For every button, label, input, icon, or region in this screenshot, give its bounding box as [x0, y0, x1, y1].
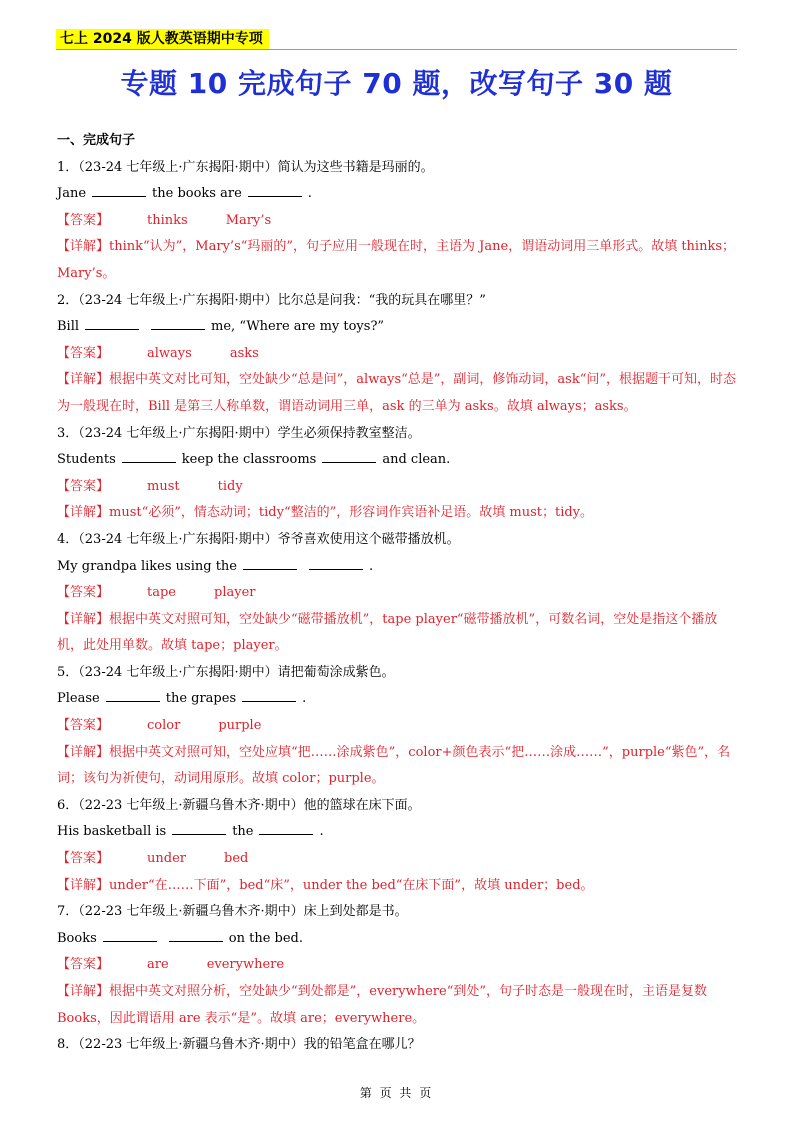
- explanation-text: 根据中英文对照分析，空处缺少“到处都是”，everywhere“到处”，句子时态是一般现在时，主语是复数 Books，因此谓语用 are 表示“是”。故填 are；everywhere。: [57, 984, 707, 1026]
- answer-word: everywhere: [206, 957, 285, 973]
- explanation-text: under“在……下面”，bed“床”，under the bed“在床下面”，故填 under；bed。: [109, 877, 594, 893]
- answer-blank: [85, 315, 139, 330]
- sentence-text: and clean.: [382, 452, 451, 468]
- explanation: [57, 500, 737, 527]
- answer-word: thinks: [147, 212, 188, 228]
- question-prompt: 5．（23-24 七年级上·广东揭阳·期中）请把葡萄涂成紫色。: [57, 664, 395, 680]
- answer-line: [57, 208, 737, 235]
- explanation-text: must“必须”，情态动词；tidy“整洁的”，形容词作宾语补足语。故填 must；tidy。: [109, 505, 594, 521]
- answer-word: bed: [224, 851, 249, 867]
- explanation: [57, 234, 737, 287]
- question-prompt: 8．（22-23 七年级上·新疆乌鲁木齐·期中）我的铅笔盒在哪儿？: [57, 1037, 421, 1053]
- answer-line: [57, 474, 737, 501]
- answer-blank: [248, 182, 302, 197]
- answer-word: player: [214, 585, 256, 601]
- question-item: [57, 288, 737, 421]
- sentence-text: the grapes: [165, 691, 237, 707]
- explanation-label: 【详解】: [57, 372, 110, 388]
- question-list: [57, 155, 737, 1033]
- question-item: [57, 421, 737, 527]
- sentence-line: [57, 181, 737, 208]
- question-item: [57, 527, 737, 660]
- sentence-text: Please: [57, 691, 100, 707]
- question-item: [57, 660, 737, 793]
- explanation-text: 根据中英文对照可知，空处应填“把……涂成紫色”，color+颜色表示“把……涂成……”，purple“紫色”，名词；该句为祈使句，动词用原形。故填 color；purple。: [57, 744, 731, 787]
- explanation-label: 【详解】: [57, 611, 110, 627]
- answer-label: 【答案】: [57, 957, 110, 973]
- answer-blank: [172, 820, 226, 835]
- answer-label: 【答案】: [57, 585, 110, 601]
- answer-label: 【答案】: [57, 345, 110, 361]
- question-prompt: 3．（23-24 七年级上·广东揭阳·期中）学生必须保持教室整洁。: [57, 425, 421, 441]
- sentence-line: [57, 554, 737, 581]
- explanation-text: 根据中英文对照可知，空处缺少“磁带播放机”，tape player“磁带播放机”，可数名词，空处是指这个播放机，此处用单数。故填 tape；player。: [57, 611, 718, 654]
- question-prompt: 4．（23-24 七年级上·广东揭阳·期中）爷爷喜欢使用这个磁带播放机。: [57, 531, 460, 547]
- sentence-text: Bill: [57, 319, 80, 335]
- answer-label: 【答案】: [57, 718, 110, 734]
- answer-word: under: [147, 851, 186, 867]
- answer-label: 【答案】: [57, 851, 110, 867]
- answer-line: [57, 341, 737, 368]
- question-prompt: 7．（22-23 七年级上·新疆乌鲁木齐·期中）床上到处都是书。: [57, 904, 408, 920]
- question-item: [57, 793, 737, 899]
- explanation: [57, 607, 737, 660]
- explanation-label: 【详解】: [57, 744, 110, 760]
- sentence-text: .: [368, 558, 374, 574]
- answer-label: 【答案】: [57, 478, 110, 494]
- question-prompt: 6．（22-23 七年级上·新疆乌鲁木齐·期中）他的篮球在床下面。: [57, 797, 421, 813]
- explanation: [57, 873, 737, 900]
- explanation-text: 根据中英文对比可知，空处缺少“总是问”，always“总是”，副词，修饰动词，ask“问”，根据题干可知，时态为一般现在时，Bill 是第三人称单数，谓语动词用三单，ask 的三单为 asks。故填 always；asks。: [57, 372, 736, 414]
- answer-blank: [122, 448, 176, 463]
- answer-word: tape: [147, 585, 177, 601]
- answer-blank: [92, 182, 146, 197]
- answer-word: tidy: [217, 478, 243, 494]
- answer-blank: [322, 448, 376, 463]
- answer-word: asks: [229, 345, 259, 361]
- answer-word: always: [147, 345, 192, 361]
- sentence-text: .: [302, 691, 307, 707]
- header-rule: [56, 49, 737, 50]
- sentence-line: [57, 926, 737, 953]
- sentence-text: keep the classrooms: [181, 452, 317, 468]
- answer-blank: [151, 315, 205, 330]
- sentence-line: [57, 819, 737, 846]
- sentence-text: on the bed.: [228, 930, 303, 946]
- answer-blank: [103, 927, 157, 942]
- answer-word: color: [147, 718, 181, 734]
- sentence-text: the books are: [152, 186, 242, 202]
- sentence-text: Jane: [57, 186, 87, 202]
- answer-word: are: [147, 957, 169, 973]
- sentence-text: His basketball is: [57, 824, 167, 840]
- explanation-label: 【详解】: [57, 984, 110, 999]
- question-item: [57, 155, 737, 288]
- answer-line: [57, 952, 737, 979]
- answer-word: Mary’s: [225, 212, 272, 228]
- answer-line: [57, 846, 737, 873]
- answer-blank: [106, 687, 160, 702]
- explanation: [57, 979, 737, 1032]
- answer-line: [57, 713, 737, 740]
- answer-label: 【答案】: [57, 212, 110, 228]
- answer-blank: [242, 687, 296, 702]
- explanation-text: think“认为”，Mary’s“玛丽的”，句子应用一般现在时，主语为 Jane，谓语动词用三单形式。故填 thinks；Mary’s。: [57, 239, 735, 281]
- sentence-line: [57, 314, 737, 341]
- header-tag: 七上 2024 版人教英语期中专项: [56, 29, 269, 49]
- question-item: [57, 899, 737, 1032]
- answer-word: purple: [218, 718, 262, 734]
- answer-blank: [259, 820, 313, 835]
- explanation: [57, 740, 737, 793]
- answer-blank: [243, 555, 297, 570]
- explanation: [57, 367, 737, 420]
- question-prompt: 2．（23-24 七年级上·广东揭阳·期中）比尔总是问我：“我的玩具在哪里？”: [57, 292, 486, 308]
- page-footer: 第 页 共 页: [359, 1086, 434, 1100]
- answer-blank: [309, 555, 363, 570]
- explanation-label: 【详解】: [57, 877, 110, 893]
- question-prompt: 1．（23-24 七年级上·广东揭阳·期中）简认为这些书籍是玛丽的。: [57, 159, 434, 175]
- sentence-text: me, “Where are my toys?”: [211, 319, 385, 335]
- explanation-label: 【详解】: [57, 505, 110, 521]
- document-title: 专题 10 完成句子 70 题，改写句子 30 题: [120, 67, 673, 100]
- sentence-text: .: [307, 186, 312, 202]
- explanation-label: 【详解】: [57, 239, 110, 255]
- sentence-text: My grandpa likes using the: [57, 558, 237, 574]
- sentence-text: Books: [57, 930, 97, 946]
- answer-blank: [169, 927, 223, 942]
- sentence-text: the: [232, 824, 254, 840]
- sentence-line: [57, 447, 737, 474]
- answer-line: [57, 580, 737, 607]
- section-heading: 一、完成句子: [57, 133, 136, 148]
- sentence-text: Students: [57, 452, 116, 468]
- sentence-line: [57, 686, 737, 713]
- answer-word: must: [147, 478, 180, 494]
- document-body: [57, 128, 737, 1059]
- sentence-text: .: [319, 824, 324, 840]
